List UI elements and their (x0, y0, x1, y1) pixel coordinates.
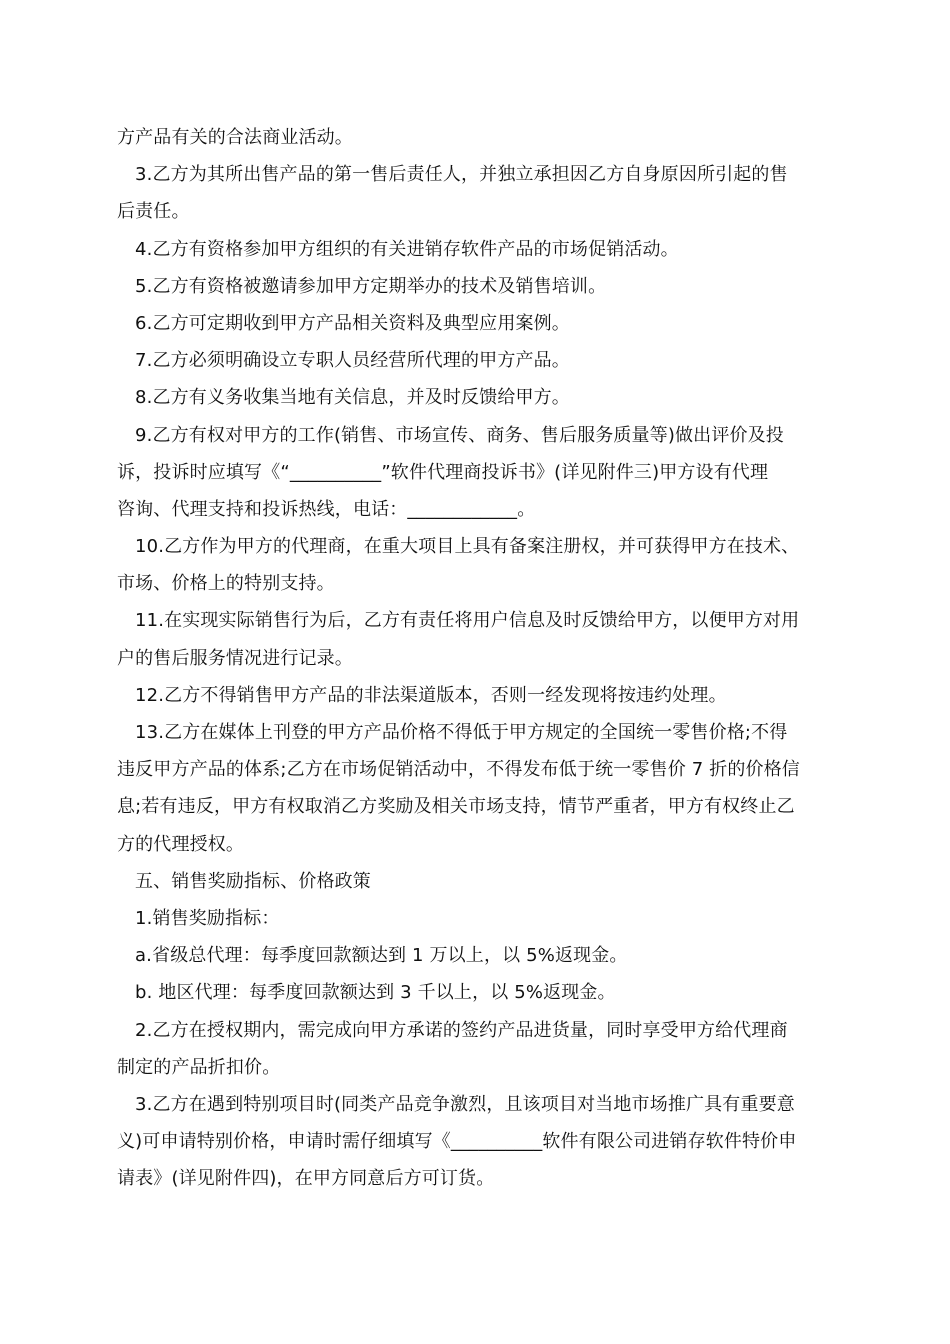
text-line-15: 户的售后服务情况进行记录。 (117, 647, 353, 669)
text-line-9: 9.乙方有权对甲方的工作(销售、市场宣传、商务、售后服务质量等)做出评价及投 (135, 424, 784, 446)
text-line-7: 7.乙方必须明确设立专职人员经营所代理的甲方产品。 (135, 350, 570, 372)
text-line-27: 3.乙方在遇到特别项目时(同类产品竞争激烈，且该项目对当地市场推广具有重要意 (135, 1093, 795, 1115)
text-line-6: 6.乙方可定期收到甲方产品相关资料及典型应用案例。 (135, 312, 570, 334)
text-line-19: 息;若有违反，甲方有权取消乙方奖励及相关市场支持，情节严重者，甲方有权终止乙 (117, 796, 795, 818)
text-line-16: 12.乙方不得销售甲方产品的非法渠道版本，否则一经发现将按违约处理。 (135, 684, 727, 706)
text-line-2: 3.乙方为其所出售产品的第一售后责任人，并独立承担因乙方自身原因所引起的售 (135, 164, 788, 186)
text-line-17: 13.乙方在媒体上刊登的甲方产品价格不得低于甲方规定的全国统一零售价格;不得 (135, 722, 788, 743)
text-line-25: 2.乙方在授权期内，需完成向甲方承诺的签约产品进货量，同时享受甲方给代理商 (135, 1019, 788, 1041)
text-line-12: 10.乙方作为甲方的代理商，在重大项目上具有备案注册权，并可获得甲方在技术、 (135, 536, 800, 558)
text-line-3: 后责任。 (117, 201, 190, 223)
text-line-29: 请表》(详见附件四)，在甲方同意后方可订货。 (117, 1168, 495, 1190)
section-heading: 五、销售奖励指标、价格政策 (135, 870, 371, 892)
text-line-24: b. 地区代理：每季度回款额达到 3 千以上，以 5%返现金。 (135, 982, 616, 1004)
text-line-5: 5.乙方有资格被邀请参加甲方定期举办的技术及销售培训。 (135, 275, 607, 297)
text-line-10: 诉，投诉时应填写《“__________”软件代理商投诉书》(详见附件三)甲方设有代理 (117, 461, 769, 483)
document-page (117, 119, 837, 1197)
text-line-13: 市场、价格上的特别支持。 (117, 573, 335, 595)
text-line-18: 违反甲方产品的体系;乙方在市场促销活动中，不得发布低于统一零售价 7 折的价格信 (117, 759, 800, 781)
text-line-14: 11.在实现实际销售行为后，乙方有责任将用户信息及时反馈给甲方，以便甲方对用 (135, 610, 800, 632)
text-line-28: 义)可申请特别价格，申请时需仔细填写《__________软件有限公司进销存软件特价申 (117, 1131, 797, 1153)
text-line-11: 咨询、代理支持和投诉热线，电话：____________。 (117, 498, 536, 520)
text-line-26: 制定的产品折扣价。 (117, 1056, 281, 1078)
text-line-8: 8.乙方有义务收集当地有关信息，并及时反馈给甲方。 (135, 387, 570, 409)
text-line-1: 方产品有关的合法商业活动。 (117, 127, 353, 148)
text-line-20: 方的代理授权。 (117, 833, 245, 855)
text-line-22: 1.销售奖励指标： (135, 907, 280, 929)
text-line-4: 4.乙方有资格参加甲方组织的有关进销存软件产品的市场促销活动。 (135, 238, 679, 260)
text-line-23: a.省级总代理：每季度回款额达到 1 万以上，以 5%返现金。 (135, 945, 628, 967)
